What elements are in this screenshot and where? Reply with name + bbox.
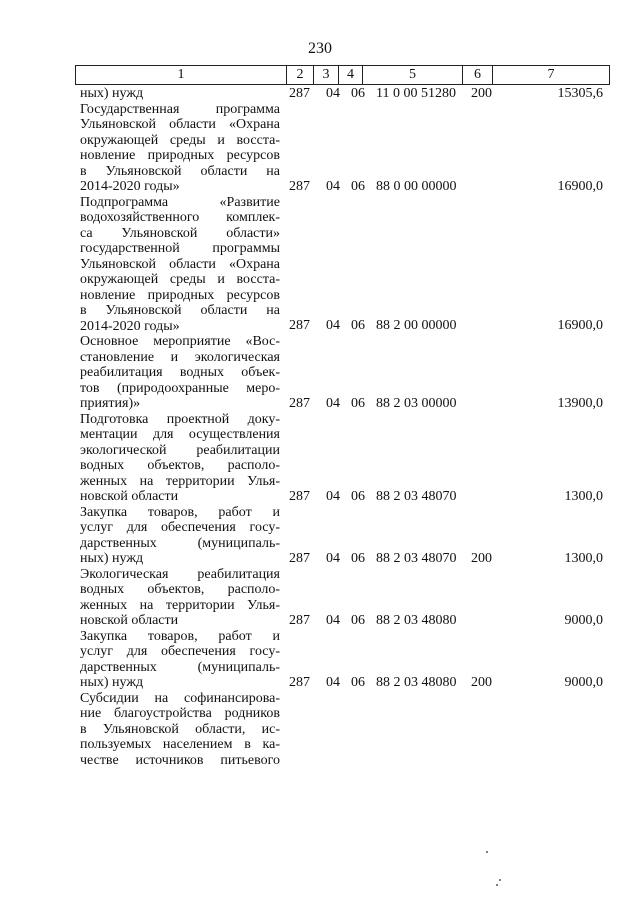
code-target-article: 88 2 03 48070: [376, 550, 457, 566]
table-body: [0, 86, 640, 768]
row-description: [80, 195, 280, 335]
code-target-article: 88 2 03 48080: [376, 612, 457, 628]
header-col-1: 1: [177, 67, 185, 82]
scan-speck: [486, 851, 488, 853]
description-line: в Ульяновской области на: [80, 303, 280, 318]
description-line: Закупка товаров, работ и: [80, 628, 280, 644]
description-line: дарственных (муниципаль-: [80, 659, 280, 675]
header-col-6: 6: [462, 66, 492, 84]
description-line: ных) нужд: [80, 675, 144, 690]
code-target-article: 88 2 00 00000: [376, 318, 457, 333]
row-codes: [0, 752, 640, 768]
description-line: женных на территории Улья-: [80, 597, 280, 613]
table-row: [0, 412, 640, 505]
description-line: ние благоустройства родников: [80, 706, 280, 721]
description-line: водных объектов, располо-: [80, 458, 280, 473]
description-line: услуг для обеспечения госу-: [80, 520, 280, 535]
code-target-article: 88 2 03 48080: [376, 674, 457, 690]
code-subsection: 06: [351, 674, 365, 690]
code-subsection: 06: [351, 318, 365, 333]
scan-speck: [496, 884, 498, 886]
amount: 9000,0: [564, 612, 603, 628]
code-subsection: 06: [351, 550, 365, 566]
description-line: ментации для осуществления: [80, 427, 280, 442]
row-codes: [0, 396, 640, 412]
amount: 13900,0: [557, 395, 603, 411]
code-subsection: 06: [351, 395, 365, 411]
description-line: экологической реабилитации: [80, 442, 280, 458]
code-target-article: 88 2 03 00000: [376, 395, 457, 411]
description-line: тов (природоохранные меро-: [80, 380, 280, 396]
code-subsection: 06: [351, 85, 365, 101]
code-subsection: 06: [351, 488, 365, 504]
description-line: окружающей среды и восста-: [80, 132, 280, 148]
code-section: 04: [326, 674, 340, 690]
code-ved: 287: [289, 612, 310, 628]
amount: 16900,0: [557, 318, 603, 333]
description-line: приятия)»: [80, 396, 141, 411]
amount: 15305,6: [557, 85, 603, 101]
table-row: [0, 691, 640, 769]
description-line: становление и экологическая: [80, 349, 280, 365]
code-section: 04: [326, 85, 340, 101]
code-section: 04: [326, 178, 340, 194]
code-expense-type: 200: [471, 674, 492, 690]
code-ved: 287: [289, 550, 310, 566]
description-line: новление природных ресурсов: [80, 287, 280, 303]
amount: 16900,0: [557, 178, 603, 194]
code-ved: 287: [289, 318, 310, 333]
description-line: новление природных ресурсов: [80, 148, 280, 163]
description-line: окружающей среды и восста-: [80, 272, 280, 287]
row-codes: [0, 86, 640, 102]
code-section: 04: [326, 550, 340, 566]
code-section: 04: [326, 395, 340, 411]
description-line: женных на территории Улья-: [80, 473, 280, 489]
table-row: [0, 629, 640, 691]
row-codes: [0, 179, 640, 195]
code-ved: 287: [289, 674, 310, 690]
description-line: Государственная программа: [80, 101, 280, 117]
code-section: 04: [326, 612, 340, 628]
code-ved: 287: [289, 178, 310, 194]
description-line: услуг для обеспечения госу-: [80, 644, 280, 659]
description-line: водохозяйственного комплек-: [80, 210, 280, 225]
code-section: 04: [326, 318, 340, 333]
table-row: [0, 86, 640, 102]
header-col-2: 2: [286, 66, 313, 84]
description-line: Ульяновской области «Охрана: [80, 117, 280, 132]
header-col-4: 4: [338, 66, 362, 84]
amount: 1300,0: [564, 550, 603, 566]
code-ved: 287: [289, 395, 310, 411]
scan-speck: [499, 879, 501, 881]
code-expense-type: 200: [471, 550, 492, 566]
description-line: в Ульяновской области, ис-: [80, 721, 280, 737]
description-line: Основное мероприятие «Вос-: [80, 334, 280, 349]
row-codes: [0, 613, 640, 629]
row-codes: [0, 489, 640, 505]
code-target-article: 88 0 00 00000: [376, 178, 457, 194]
description-line: Подпрограмма «Развитие: [80, 194, 280, 210]
table-row: [0, 195, 640, 335]
description-line: водных объектов, располо-: [80, 582, 280, 597]
description-line: Закупка товаров, работ и: [80, 504, 280, 520]
description-line: са Ульяновской области»: [80, 225, 280, 241]
description-line: Субсидии на софинансирова-: [80, 690, 280, 706]
table-row: [0, 102, 640, 195]
page-number: 230: [308, 40, 332, 57]
description-line: в Ульяновской области на: [80, 163, 280, 179]
code-target-article: 88 2 03 48070: [376, 488, 457, 504]
code-subsection: 06: [351, 178, 365, 194]
header-col-3: 3: [313, 66, 338, 84]
row-codes: [0, 675, 640, 691]
code-section: 04: [326, 488, 340, 504]
description-line: государственной программы: [80, 241, 280, 256]
code-ved: 287: [289, 488, 310, 504]
description-line: пользуемых населением в ка-: [80, 737, 280, 752]
description-line: дарственных (муниципаль-: [80, 535, 280, 551]
amount: 1300,0: [564, 488, 603, 504]
description-line: честве источников питьевого: [80, 752, 280, 768]
code-target-article: 11 0 00 51280: [376, 85, 456, 101]
amount: 9000,0: [564, 674, 603, 690]
description-line: Экологическая реабилитация: [80, 566, 280, 582]
table-row: [0, 334, 640, 412]
code-subsection: 06: [351, 612, 365, 628]
row-codes: [0, 318, 640, 334]
table-row: [0, 567, 640, 629]
header-col-5: 5: [362, 66, 462, 84]
description-line: Подготовка проектной доку-: [80, 411, 280, 427]
table-row: [0, 505, 640, 567]
code-ved: 287: [289, 85, 310, 101]
description-line: ных) нужд: [80, 551, 144, 566]
header-col-7: 7: [492, 66, 609, 84]
description-line: 2014-2020 годы»: [80, 179, 180, 194]
description-line: Ульяновской области «Охрана: [80, 256, 280, 272]
description-line: новской области: [80, 613, 179, 628]
table-header: [75, 65, 610, 85]
code-expense-type: 200: [471, 85, 492, 101]
description-line: ных) нужд: [80, 86, 144, 101]
description-line: новской области: [80, 489, 179, 504]
row-codes: [0, 551, 640, 567]
description-line: реабилитация водных объек-: [80, 365, 280, 380]
description-line: 2014-2020 годы»: [80, 318, 180, 334]
